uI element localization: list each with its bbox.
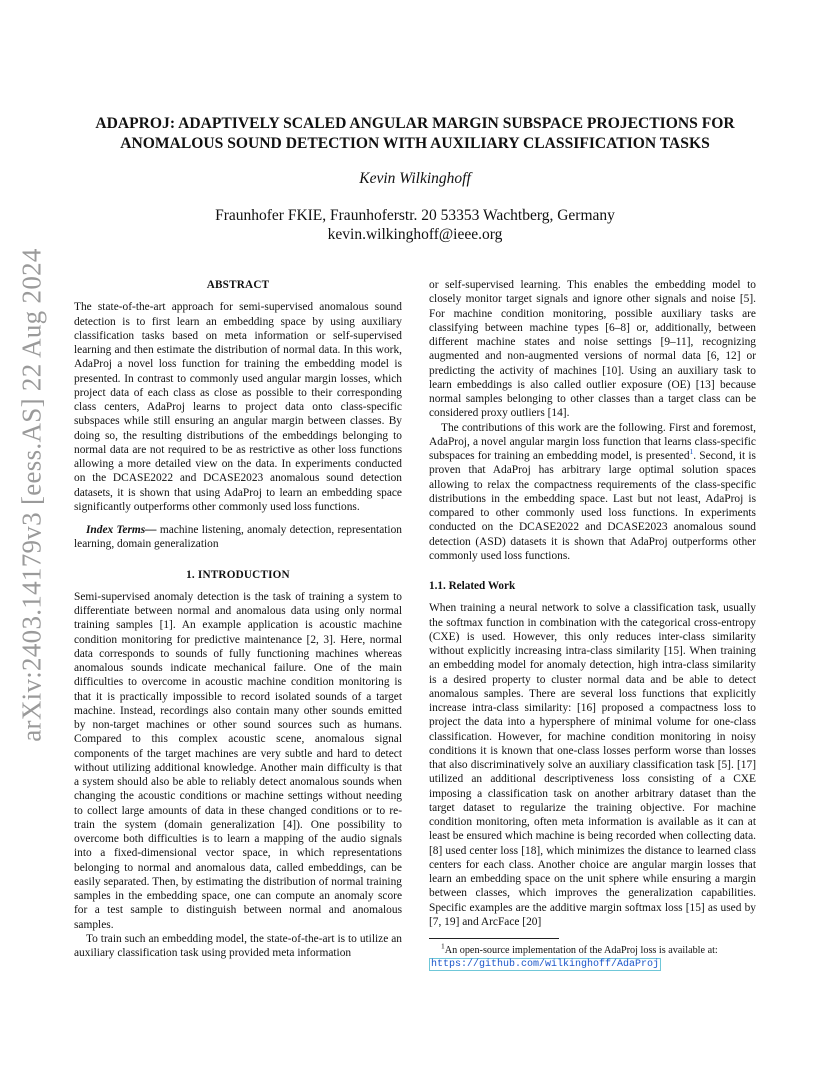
author-email[interactable]: kevin.wilkinghoff@ieee.org [327,226,503,243]
related-work-heading: 1.1. Related Work [429,580,516,592]
contributions-text-a: The contributions of this work are the following. First and foremost, AdaProj, a novel angular margin loss function that learns class-specific subspaces for training an embedding model, is presented [429,421,756,462]
footnote-number: 1 [441,941,445,951]
paper-title [70,114,760,153]
intro-paragraph-2: To train such an embedding model, the state-of-the-art is to utilize an auxiliary classification task using provided meta information [74,932,402,959]
footnote-marker[interactable]: 1 [689,447,694,457]
index-terms-label: Index Terms— [86,524,157,536]
title-line-1: ADAPROJ: ADAPTIVELY SCALED ANGULAR MARGIN SUBSPACE PROJECTIONS FOR [95,115,735,132]
right-paragraph-1: or self-supervised learning. This enables the embedding model to closely monitor target signals and ignore other signals and noise [5]. For machine condition monitoring, possible auxiliary tasks are classifying between machine types [6–8] or, additionally, between different machine states and noise settings [9–11], recognizing augmented and non-augmented versions of normal data [6, 12] or predicting the activity of machines [10]. Using an auxiliary task to learn embeddings is also called outlier exposure (OE) [13] because normal samples belonging to other classes than a target class can be considered proxy outliers [14]. [429,279,756,420]
index-terms [74,523,402,552]
arxiv-stamp-text: arXiv:2403.14179v3 [eess.AS] 22 Aug 2024 [16,248,47,742]
footnote-text: An open-source implementation of the AdaProj loss is available at: [444,945,718,956]
right-column [429,278,756,929]
footnote-url-link[interactable]: https://github.com/wilkinghoff/AdaProj [431,959,660,970]
title-line-2: ANOMALOUS SOUND DETECTION WITH AUXILIARY CLASSIFICATION TASKS [120,134,710,152]
footnote-rule [429,938,559,939]
left-column [74,278,402,960]
intro-paragraph-1: Semi-supervised anomaly detection is the task of training a system to differentiate between normal and anomalous data using only normal training samples [1]. An example application is acoustic machine condition monitoring for predictive maintenance [2, 3]. Here, normal data corresponds to sounds of fully functioning machines whereas anomalous sounds indicate mechanical failure. One of the main difficulties to overcome in acoustic machine condition monitoring is that it is practically impossible to record isolated sounds of a target machine. Instead, recordings also contain many other sounds emitted by non-target machines or other sound sources such as humans. Compared to this complex acoustic scene, anomalous signal components of the target machines are very subtle and hard to detect without utilizing additional knowledge. Another main difficulty is that a system should also be able to reliably detect anomalous sounds when changing the acoustic conditions or machine settings without needing to collect large amounts of data in these changed conditions or to re-train the system (domain generalization [4]). One possibility to overcome both difficulties is to learn a mapping of the audio signals into a fixed-dimensional vector space, in which representations belonging to normal and anomalous data, called embeddings, can be easily separated. Then, by estimating the distribution of normal training samples in the embedding space, one can compute an anomaly score for a test sample to distinguish between normal and anomalous samples. [74,590,402,931]
related-work-paragraph: When training a neural network to solve a classification task, usually the softmax function in combination with the categorical cross-entropy (CXE) is used. However, this only reduces inter-class similarity without explicitly increasing intra-class similarity [15]. When training an embedding model for anomaly detection, high intra-class similarity is a desired property to cluster normal data and be able to detect anomalous samples. There are several loss functions that explicitly increase intra-class similarity: [16] proposed a compactness loss to project the data into a hypersphere of minimal volume for one-class classification. However, for machine condition monitoring in noisy conditions it is known that one-class losses perform worse than losses that also discriminatively solve an auxiliary classification task [5]. [17] utilized an additional descriptiveness loss consisting of a CXE imposing a classification task on another arbitrary dataset than the target dataset to regularize the training objective. For machine condition monitoring, often meta information is available as it can at least be ensured which machine is being recorded when collecting data. [8] used center loss [18], which minimizes the distance to learned class centers for each class. Another choice are angular margin losses that learn an embedding space on the unit sphere while ensuring a margin between classes, which improves the generalization capabilities. Specific examples are the additive margin softmax loss [15] as used by [7, 19] and ArcFace [20] [429,602,756,928]
contributions-text-b: . Second, it is proven that AdaProj has arbitrary large optimal solution spaces allowing to relax the compactness requirements of the class-specific distributions in the embedding space. Last but not least, AdaProj is compared to other commonly used loss functions. In experiments conducted on the DCASE2022 and DCASE2023 anomalous sound detection (ASD) datasets it is shown that AdaProj outperforms other commonly used loss functions. [429,450,756,562]
footnote [429,941,756,971]
affiliation: Fraunhofer FKIE, Fraunhoferstr. 20 53353 Wachtberg, Germany [215,207,615,224]
abstract-heading: ABSTRACT [206,279,270,291]
index-terms-text: machine listening, anomaly detection, representation learning, domain generalization [74,524,402,551]
arxiv-stamp [12,240,52,750]
affiliation-block [70,206,760,244]
contributions-paragraph [429,421,756,564]
abstract-text: The state-of-the-art approach for semi-supervised anomalous sound detection is to first learn an embedding space by using auxiliary classification tasks based on meta information or self-supervised learning and then estimate the distribution of normal data. In this work, AdaProj a novel loss function for training the embedding model is presented. In contrast to commonly used angular margin losses, which project data of each class as close as possible to their corresponding class centers, AdaProj learns to project data onto class-specific subspaces while still ensuring an angular margin between classes. By doing so, the resulting distributions of the embeddings belonging to normal data are not required to be as restrictive as other loss functions allowing a more detailed view on the data. In experiments conducted on the DCASE2022 and DCASE2023 anomalous sound detection datasets, it is shown that using AdaProj to learn an embedding space significantly outperforms other commonly used loss functions. [74,301,402,513]
introduction-heading: 1. INTRODUCTION [186,568,290,581]
author-name: Kevin Wilkinghoff [359,170,471,187]
